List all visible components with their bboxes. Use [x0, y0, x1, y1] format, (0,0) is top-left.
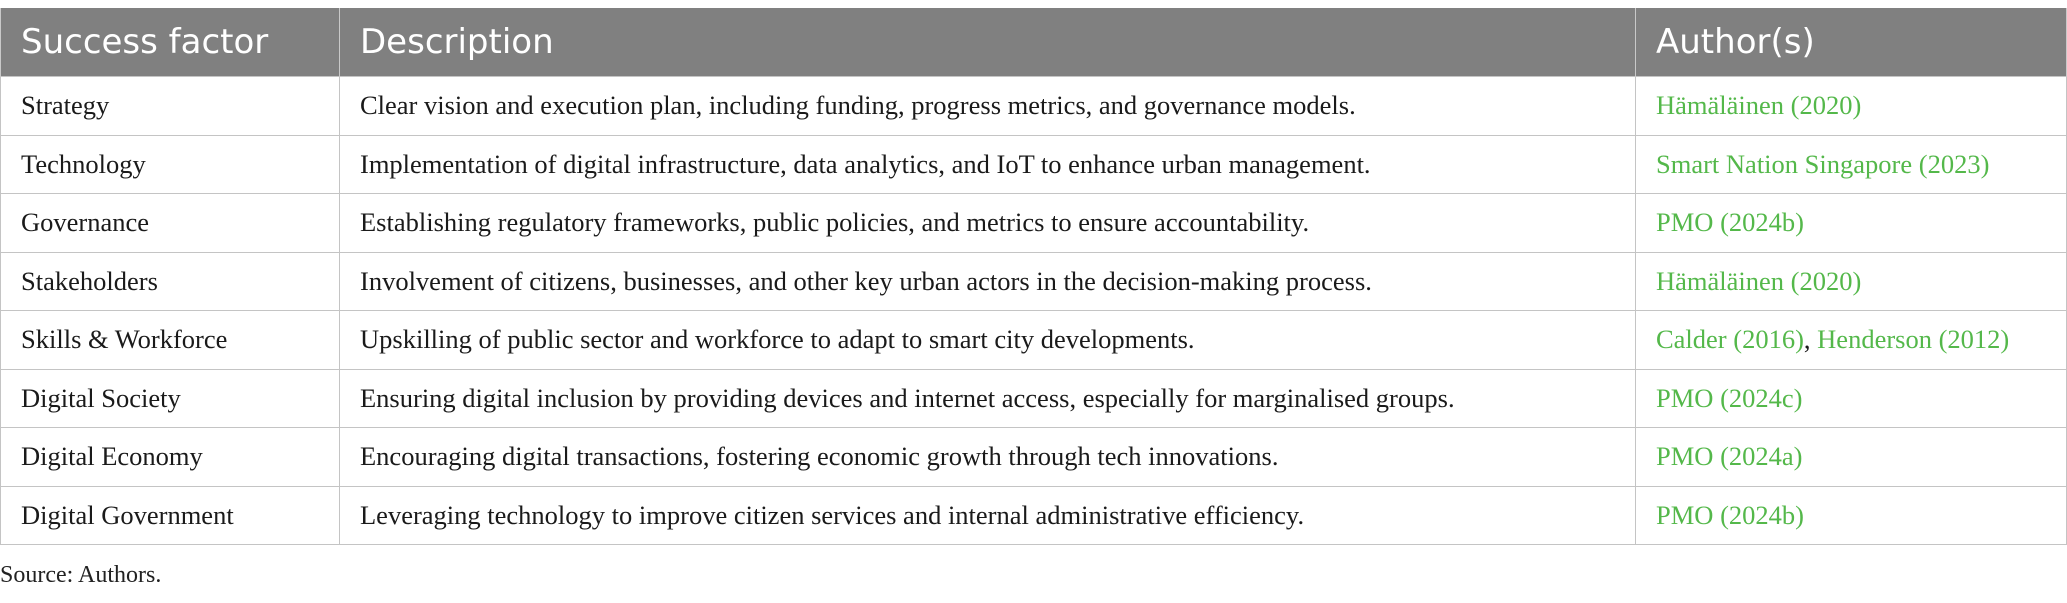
cell-authors — [1636, 369, 2067, 428]
source-note: Source: Authors. — [0, 562, 162, 588]
table-row — [1, 486, 2067, 545]
cell-authors — [1636, 311, 2067, 370]
cell-description: Establishing regulatory frameworks, public policies, and metrics to ensure accountability. — [340, 194, 1636, 253]
table-header — [1, 8, 2067, 77]
cell-authors — [1636, 252, 2067, 311]
author-reference-link[interactable]: PMO (2024b) — [1656, 499, 1804, 530]
author-reference-link[interactable]: Hämäläinen (2020) — [1656, 90, 1862, 121]
cell-description: Encouraging digital transactions, fostering economic growth through tech innovations. — [340, 428, 1636, 487]
cell-success-factor: Digital Government — [1, 486, 340, 545]
author-separator: , — [1803, 324, 1818, 355]
author-reference-link[interactable]: PMO (2024c) — [1656, 382, 1803, 413]
success-factors-table-container — [0, 8, 2066, 545]
table-row — [1, 428, 2067, 487]
table-row — [1, 77, 2067, 136]
table-row — [1, 194, 2067, 253]
cell-description: Involvement of citizens, businesses, and other key urban actors in the decision-making process. — [340, 252, 1636, 311]
header-description: Description — [340, 8, 1636, 77]
author-reference-link[interactable]: PMO (2024b) — [1656, 207, 1804, 238]
cell-authors — [1636, 194, 2067, 253]
table-row — [1, 311, 2067, 370]
cell-success-factor: Stakeholders — [1, 252, 340, 311]
header-success-factor: Success factor — [1, 8, 340, 77]
cell-description: Implementation of digital infrastructure, data analytics, and IoT to enhance urban management. — [340, 135, 1636, 194]
header-authors: Author(s) — [1636, 8, 2067, 77]
table-body — [1, 77, 2067, 545]
cell-authors — [1636, 77, 2067, 136]
author-reference-link[interactable]: Calder (2016) — [1656, 324, 1804, 355]
table-row — [1, 135, 2067, 194]
author-reference-link[interactable]: Henderson (2012) — [1817, 324, 2010, 355]
table-row — [1, 252, 2067, 311]
cell-success-factor: Skills & Workforce — [1, 311, 340, 370]
author-reference-link[interactable]: Hämäläinen (2020) — [1656, 265, 1862, 296]
cell-success-factor: Digital Society — [1, 369, 340, 428]
cell-success-factor: Strategy — [1, 77, 340, 136]
header-row — [1, 8, 2067, 77]
table-row — [1, 369, 2067, 428]
cell-success-factor: Governance — [1, 194, 340, 253]
cell-success-factor: Digital Economy — [1, 428, 340, 487]
cell-authors — [1636, 135, 2067, 194]
author-reference-link[interactable]: Smart Nation Singapore (2023) — [1656, 148, 1990, 179]
cell-authors — [1636, 428, 2067, 487]
cell-authors — [1636, 486, 2067, 545]
cell-success-factor: Technology — [1, 135, 340, 194]
cell-description: Clear vision and execution plan, including funding, progress metrics, and governance models. — [340, 77, 1636, 136]
success-factors-table — [0, 8, 2067, 545]
author-reference-link[interactable]: PMO (2024a) — [1656, 441, 1803, 472]
cell-description: Ensuring digital inclusion by providing devices and internet access, especially for marginalised groups. — [340, 369, 1636, 428]
cell-description: Leveraging technology to improve citizen services and internal administrative efficiency. — [340, 486, 1636, 545]
cell-description: Upskilling of public sector and workforce to adapt to smart city developments. — [340, 311, 1636, 370]
